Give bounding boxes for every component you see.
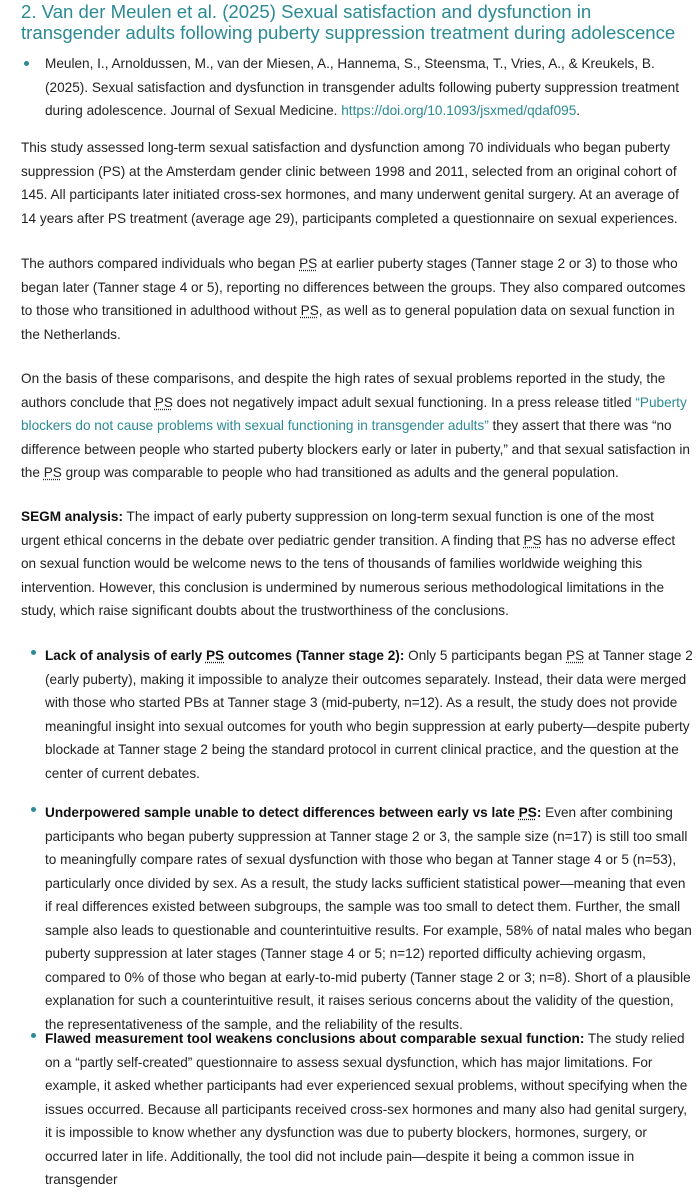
bullet-dot <box>31 1033 36 1038</box>
text: The study relied on a “partly self-created” questionnaire to assess sexual dysfunction, which has major limitations. For example, it asked whether participants had ever experienced sexual problems, without specifying when the issues occurred. Because all participants received cross-sex hormones and many also had genital surgery, it is impossible to know whether any dysfunction was due to puberty blockers, hormones, surgery, or occurred later in life. Additionally, the tool did not include pain—despite it being a common issue in transgender <box>45 1031 688 1187</box>
bullet-heading: Flawed measurement tool weakens conclusions about comparable sexual function: <box>45 1031 585 1046</box>
ps-abbreviation: PS <box>154 394 173 410</box>
text: group was comparable to people who had transitioned as adults and the general population. <box>61 465 619 480</box>
text: at earlier puberty stages (Tanner stage 2 or 3) to those who began later (Tanner stage 4 or 5), reporting no differences between the groups. They also compared outcomes to those who transitioned in adulthood without <box>21 256 686 318</box>
bullet-underpowered <box>45 801 695 1036</box>
text: On the basis of these comparisons, and despite the high rates of sexual problems reported in the study, the authors conclude that <box>21 371 666 410</box>
text: they assert that there was “no difference between people who started puberty blockers early or later in puberty,” and that sexual satisfaction in the <box>21 418 690 480</box>
ps-abbreviation: PS <box>300 303 319 318</box>
bullet-heading <box>45 648 404 663</box>
segm-analysis-label: SEGM analysis: <box>21 509 123 524</box>
paragraph-summary: This study assessed long-term sexual satisfaction and dysfunction among 70 individuals who began puberty suppression (PS) at the Amsterdam gender clinic between 1998 and 2011, selected from an original cohort of 145. All participants later initiated cross-sex hormones, and many underwent genital surgery. At an average of 14 years after PS treatment (average age 29), participants completed a questionnaire on sexual experiences. <box>21 140 679 226</box>
ps-abbreviation: PS <box>205 648 225 663</box>
reference-citation <box>45 52 695 123</box>
text: does not negatively impact adult sexual functioning. In a press release titled <box>172 394 636 410</box>
text: The authors compared individuals who began <box>21 256 300 271</box>
bullet-dot <box>24 61 29 66</box>
text: : <box>536 805 542 820</box>
bullet-dot <box>31 650 36 655</box>
text: Lack of analysis of early <box>45 648 206 663</box>
ps-abbreviation: PS <box>518 805 537 820</box>
text: outcomes (Tanner stage 2): <box>224 648 405 663</box>
press-release-link[interactable]: “Puberty blockers do not cause problems with sexual functioning in transgender adults” <box>21 394 687 433</box>
ps-abbreviation: PS <box>43 465 62 480</box>
reference-text: Meulen, I., Arnoldussen, M., van der Miesen, A., Hannema, S., Steensma, T., Vries, A., & Kreukels, B. (2025). Sexual satisfaction and dysfunction in transgender adults following puberty suppression treatment during adolescence. Journal of Sexual Medicine. <box>45 56 679 118</box>
bullet-heading <box>45 805 541 820</box>
text: Underpowered sample unable to detect differences between early vs late <box>45 805 519 820</box>
reference-end: . <box>576 103 581 118</box>
bullet-early-ps <box>45 644 695 785</box>
ps-abbreviation: PS <box>523 532 542 548</box>
paragraph-comparison <box>21 252 693 346</box>
bullet-measurement-tool <box>45 1027 695 1192</box>
text: Only 5 participants began <box>404 648 567 663</box>
section-title: 2. Van der Meulen et al. (2025) Sexual satisfaction and dysfunction in transgender adults following puberty suppression treatment during adolescence <box>21 1 676 43</box>
ps-abbreviation: PS <box>299 256 318 271</box>
doi-link[interactable]: https://doi.org/10.1093/jsxmed/qdaf095 <box>341 103 577 118</box>
text: , as well as to general population data on sexual function in the Netherlands. <box>21 303 675 342</box>
text: Even after combining participants who began puberty suppression at Tanner stage 2 or 3, the sample size (n=17) is still too small to meaningfully compare rates of sexual dysfunction with those who began at Tanner stage 4 or 5 (n=53), particularly once divided by sex. As a result, the study lacks sufficient statistical power—meaning that even if real differences existed between subgroups, the sample was too small to detect them. Further, the small sample also leads to questionable and counterintuitive results. For example, 58% of natal males who began puberty suppression at later stages (Tanner stage 4 or 5; n=12) reported difficulty achieving orgasm, compared to 0% of those who began at early-to-mid puberty (Tanner stage 2 or 3; n=8). Short of a plausible explanation for such a counterintuitive result, it raises serious concerns about the validity of the question, the representativeness of the sample, and the reliability of the results. <box>45 805 692 1032</box>
text: at Tanner stage 2 (early puberty), making it impossible to analyze their outcomes separately. Instead, their data were merged with those who started PBs at Tanner stage 3 (mid-puberty, n=12). As a result, the study does not provide meaningful insight into sexual outcomes for youth who begin suppression at early puberty—despite puberty blockade at Tanner stage 2 being the standard protocol in current clinical practice, and the question at the center of current debates. <box>45 648 693 781</box>
text: The impact of early puberty suppression on long-term sexual function is one of the most urgent ethical concerns in the debate over pediatric gender transition. A finding that <box>21 509 654 548</box>
ps-abbreviation: PS <box>566 648 585 663</box>
paragraph-conclusion <box>21 367 693 485</box>
bullet-dot <box>31 807 36 812</box>
segm-analysis-paragraph <box>21 505 693 623</box>
text: has no adverse effect on sexual function would be welcome news to the tens of thousands of families worldwide weighing this intervention. However, this conclusion is undermined by numerous serious methodological limitations in the study, which raise significant doubts about the trustworthiness of the conclusions. <box>21 532 676 618</box>
